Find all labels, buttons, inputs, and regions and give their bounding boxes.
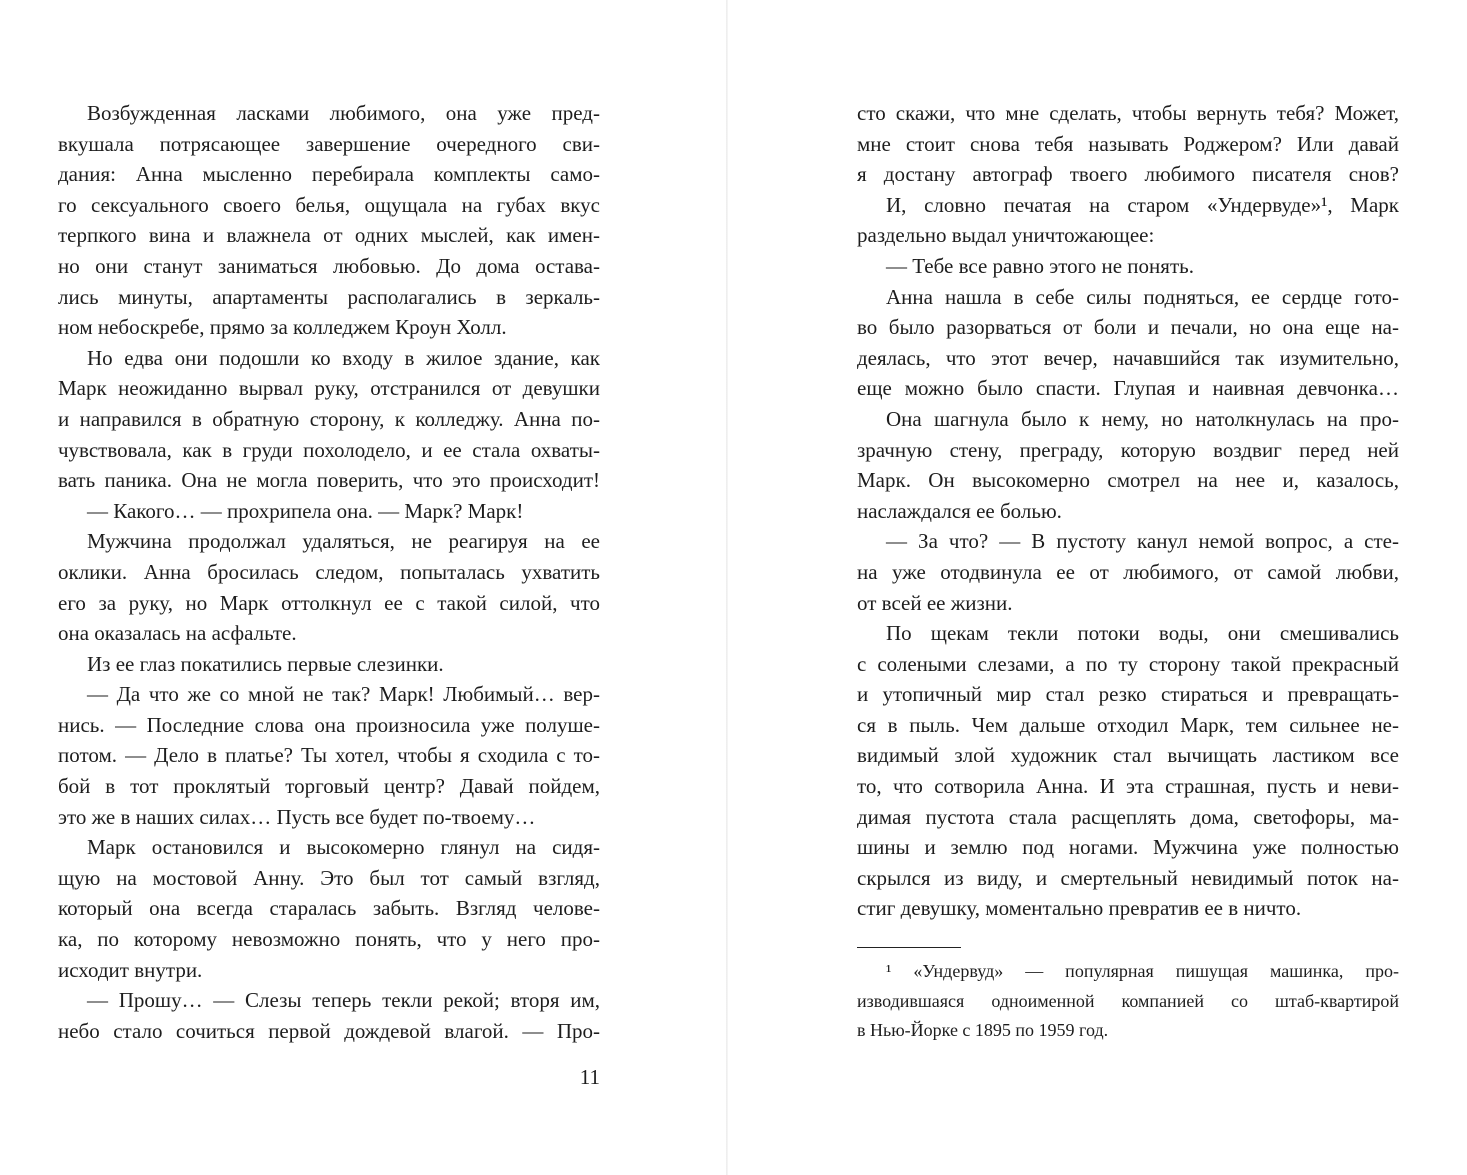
text-line: Она шагнула было к нему, но натолкнулась на про-	[886, 406, 1399, 431]
text-line: димая пустота стала расщеплять дома, светофоры, ма-	[857, 804, 1399, 829]
text-line: Анна нашла в себе силы подняться, ее сердце гото-	[886, 284, 1399, 309]
text-line: от всей ее жизни.	[857, 590, 1013, 615]
text-line: стиг девушку, моментально превратив ее в ничто.	[857, 896, 1302, 921]
text-line: скрылся из виду, и смертельный невидимый поток на-	[857, 865, 1399, 890]
text-line: Марк. Он высокомерно смотрел на нее и, казалось,	[857, 468, 1399, 493]
text-line: и утопичный мир стал резко стираться и превращать-	[857, 682, 1399, 707]
text-line: на уже отодвинула ее от любимого, от самой любви,	[857, 559, 1399, 584]
page-number: 11	[579, 1065, 600, 1089]
text-line: изводившаяся одноименной компанией со штаб-квартирой	[857, 990, 1399, 1011]
text-line: еще можно было спасти. Глупая и наивная девчонка…	[857, 376, 1399, 401]
text-line: Марк остановился и высокомерно глянул на сидя-	[87, 835, 600, 860]
text-line: его за руку, но Марк оттолкнул ее с такой силой, что	[58, 590, 600, 615]
text-line: лись минуты, апартаменты располагались в зеркаль-	[58, 284, 600, 309]
text-line: который она всегда старалась забыть. Взгляд челове-	[58, 896, 600, 921]
text-line: Мужчина продолжал удаляться, не реагируя на ее	[87, 529, 600, 554]
text-line: видимый злой художник стал вычищать ластиком все	[857, 743, 1399, 768]
text-line: и направился в обратную сторону, к колледжу. Анна по-	[58, 406, 600, 431]
text-line: Возбужденная ласками любимого, она уже пред-	[87, 101, 600, 125]
text-line: потом. — Дело в платье? Ты хотел, чтобы я сходила с то-	[58, 743, 600, 768]
text-line: зрачную стену, преграду, которую воздвиг перед ней	[857, 437, 1399, 462]
footnote	[857, 957, 1399, 1046]
text-line: И, словно печатая на старом «Ундервуде»¹, Марк	[886, 192, 1399, 217]
text-line: раздельно выдал уничтожающее:	[857, 223, 1155, 248]
text-line: По щекам текли потоки воды, они смешивались	[886, 621, 1399, 646]
text-line: с солеными слезами, а по ту сторону такой прекрасный	[857, 651, 1399, 676]
text-line: сто скажи, что мне сделать, чтобы вернуть тебя? Может,	[857, 101, 1399, 125]
text-line: нись. — Последние слова она произносила уже полуше-	[58, 712, 600, 737]
text-line: я достану автограф твоего любимого писателя снов?	[857, 162, 1399, 187]
text-line: Марк неожиданно вырвал руку, отстранился от девушки	[58, 376, 600, 401]
text-line: — За что? — В пустоту канул немой вопрос, а сте-	[886, 529, 1399, 554]
text-line: Из ее глаз покатились первые слезинки.	[87, 651, 444, 676]
text-line: ¹ «Ундервуд» — популярная пишущая машинка, про-	[886, 961, 1399, 981]
book-gutter	[726, 0, 728, 1175]
text-line: ка, по которому невозможно понять, что у него про-	[58, 927, 600, 952]
text-line: щую на мостовой Анну. Это был тот самый взгляд,	[58, 865, 600, 890]
text-line: Но едва они подошли ко входу в жилое здание, как	[87, 345, 600, 370]
text-line: во было разорваться от боли и печали, но она еще на-	[857, 315, 1399, 340]
text-line: это же в наших силах… Пусть все будет по-твоему…	[58, 804, 536, 829]
text-line: в Нью-Йорке с 1895 по 1959 год.	[857, 1020, 1109, 1040]
text-line: терпкого вина и влажнела от одних мыслей, как имен-	[58, 223, 600, 248]
text-line: — Какого… — прохрипела она. — Марк? Марк!	[87, 498, 524, 523]
text-line: мне стоит снова тебя называть Роджером? Или давай	[857, 131, 1399, 156]
text-line: но они станут заниматься любовью. До дома остава-	[58, 253, 600, 278]
text-line: го сексуального своего белья, ощущала на губах вкус	[58, 192, 600, 217]
text-line: небо стало сочиться первой дождевой влагой. — Про-	[58, 1018, 600, 1043]
footnote-separator	[857, 947, 961, 948]
text-line: ном небоскребе, прямо за колледжем Кроун Холл.	[58, 315, 507, 340]
text-line: дания: Анна мысленно перебирала комплекты само-	[58, 162, 600, 187]
text-line: вать паника. Она не могла поверить, что это происходит!	[58, 468, 600, 493]
text-line: исходит внутри.	[58, 957, 203, 982]
right-page-text	[857, 98, 1399, 924]
text-line: то, что сотворила Анна. И эта страшная, пусть и неви-	[857, 774, 1399, 799]
text-line: вкушала потрясающее завершение очередного сви-	[58, 131, 600, 156]
left-page-text	[58, 98, 600, 1046]
text-line: деялась, что этот вечер, начавшийся так изумительно,	[857, 345, 1399, 370]
text-line: она оказалась на асфальте.	[58, 621, 297, 646]
text-line: чувствовала, как в груди похолодело, и ее стала охваты-	[58, 437, 600, 462]
text-line: оклики. Анна бросилась следом, попыталась ухватить	[58, 559, 600, 584]
text-line: бой в тот проклятый торговый центр? Давай пойдем,	[58, 774, 600, 799]
text-line: — Да что же со мной не так? Марк! Любимый… вер-	[87, 682, 600, 707]
text-line: шины и землю под ногами. Мужчина уже полностью	[857, 835, 1399, 860]
text-line: — Прошу… — Слезы теперь текли рекой; вторя им,	[87, 988, 600, 1013]
text-line: — Тебе все равно этого не понять.	[886, 253, 1194, 278]
text-line: ся в пыль. Чем дальше отходил Марк, тем сильнее не-	[857, 712, 1399, 737]
text-line: наслаждался ее болью.	[857, 498, 1062, 523]
